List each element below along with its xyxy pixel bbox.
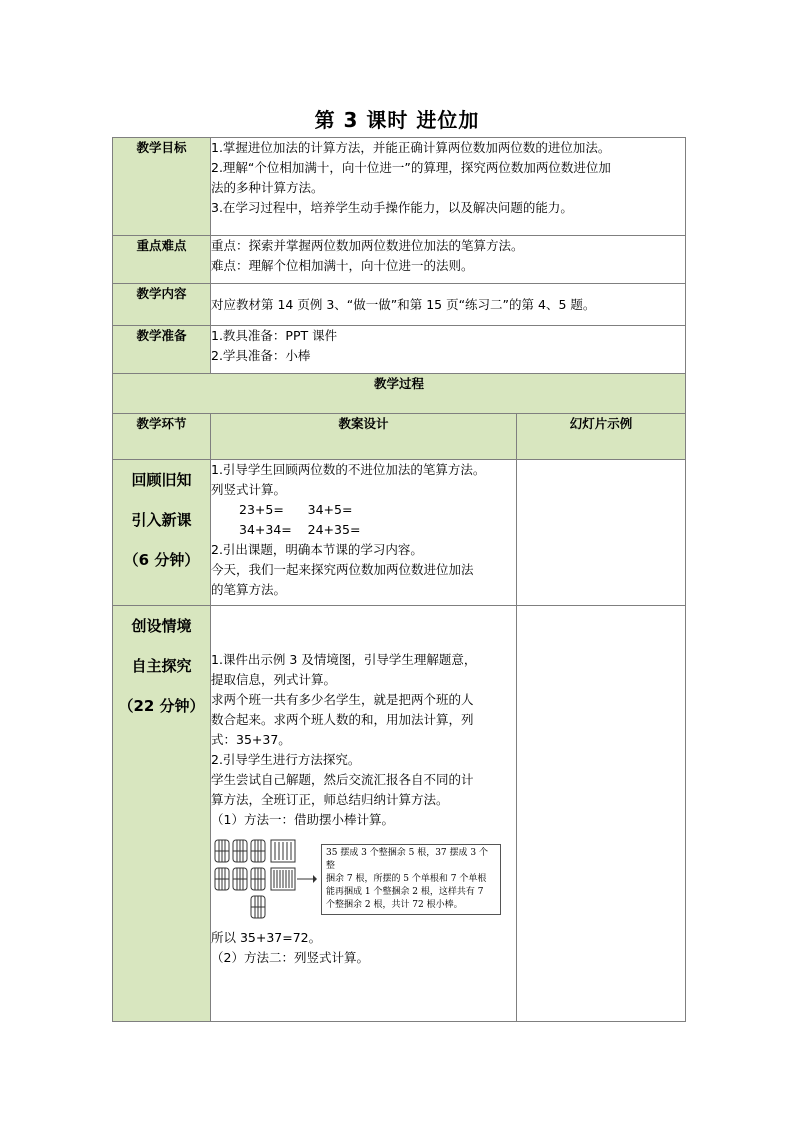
stage1-line: 2.引出课题，明确本节课的学习内容。 bbox=[211, 542, 423, 557]
stage1-line: 的笔算方法。 bbox=[211, 582, 287, 597]
stage2-slides bbox=[517, 606, 686, 1022]
header-design: 教案设计 bbox=[211, 414, 517, 460]
header-slides: 幻灯片示例 bbox=[517, 414, 686, 460]
stage2-line: （1）方法一：借助摆小棒计算。 bbox=[211, 812, 394, 827]
stage2-line: 1.课件出示例 3 及情境图，引导学生理解题意， bbox=[211, 652, 477, 667]
stage1-label bbox=[113, 460, 211, 606]
key-point-line: 重点：探索并掌握两位数加两位数进位加法的笔算方法。 bbox=[211, 238, 524, 253]
note-line: 能再捆成 1 个整捆余 2 根，这样共有 7 bbox=[326, 886, 484, 897]
stage1-exercise-line: 23+5= 34+5= bbox=[239, 502, 353, 517]
stage2-label bbox=[113, 606, 211, 1022]
note-line: 35 摆成 3 个整捆余 5 根，37 摆成 3 个整 bbox=[326, 847, 488, 871]
prep-line: 1.教具准备：PPT 课件 bbox=[211, 328, 338, 343]
stage1-exercise-line: 34+34= 24+35= bbox=[239, 522, 361, 537]
key-points-row bbox=[113, 236, 686, 284]
prep-line: 2.学具准备：小棒 bbox=[211, 348, 311, 363]
stage1-line: 列竖式计算。 bbox=[211, 482, 287, 497]
prep-row bbox=[113, 326, 686, 374]
stage2-design bbox=[211, 606, 517, 1022]
stage1-row bbox=[113, 460, 686, 606]
stage2-line: 提取信息，列式计算。 bbox=[211, 672, 337, 687]
sticks-explanation-note bbox=[321, 844, 501, 915]
stage2-line: 式：35+37。 bbox=[211, 732, 291, 747]
stage1-line: 1.引导学生回顾两位数的不进位加法的笔算方法。 bbox=[211, 462, 486, 477]
content-row bbox=[113, 284, 686, 326]
lesson-plan-table bbox=[112, 137, 686, 1022]
sticks-illustration bbox=[213, 836, 317, 922]
goal-line: 2.理解“个位相加满十，向十位进一”的算理，探究两位数加两位数进位加 bbox=[211, 160, 611, 175]
stage1-label-line: 回顾旧知 bbox=[131, 471, 192, 489]
content-line: 对应教材第 14 页例 3、“做一做”和第 15 页“练习二”的第 4、5 题。 bbox=[211, 296, 596, 312]
stage2-line: 所以 35+37=72。 bbox=[211, 930, 322, 945]
goals-label: 教学目标 bbox=[113, 138, 211, 236]
note-line: 捆余 7 根，所摆的 5 个单根和 7 个单根 bbox=[326, 873, 487, 884]
process-header-row bbox=[113, 414, 686, 460]
stage2-label-line: 创设情境 bbox=[131, 617, 192, 635]
goals-content bbox=[211, 138, 686, 236]
prep-content bbox=[211, 326, 686, 374]
stage2-line: 2.引导学生进行方法探究。 bbox=[211, 752, 361, 767]
goal-line: 法的多种计算方法。 bbox=[211, 180, 324, 195]
stage2-line: 求两个班一共有多少名学生，就是把两个班的人 bbox=[211, 692, 474, 707]
process-section-row bbox=[113, 374, 686, 414]
header-stage: 教学环节 bbox=[113, 414, 211, 460]
stage1-label-line: 引入新课 bbox=[131, 511, 192, 529]
stage2-line: （2）方法二：列竖式计算。 bbox=[211, 950, 369, 965]
stage2-label-line: （22 分钟） bbox=[118, 697, 205, 715]
content-label: 教学内容 bbox=[113, 284, 211, 326]
stage2-line: 算方法，全班订正，师总结归纳计算方法。 bbox=[211, 792, 449, 807]
goals-row bbox=[113, 138, 686, 236]
page-title: 第 3 课时 进位加 bbox=[314, 108, 480, 132]
stage2-row bbox=[113, 606, 686, 1022]
stage1-design bbox=[211, 460, 517, 606]
key-points-label: 重点难点 bbox=[113, 236, 211, 284]
goal-line: 1.掌握进位加法的计算方法，并能正确计算两位数加两位数的进位加法。 bbox=[211, 140, 611, 155]
note-line: 个整捆余 2 根，共计 72 根小棒。 bbox=[326, 899, 463, 910]
content-text bbox=[211, 284, 686, 326]
goal-line: 3.在学习过程中，培养学生动手操作能力，以及解决问题的能力。 bbox=[211, 200, 573, 215]
stage2-line: 数合起来。求两个班人数的和，用加法计算，列 bbox=[211, 712, 474, 727]
key-point-line: 难点：理解个位相加满十，向十位进一的法则。 bbox=[211, 258, 474, 273]
stage1-line: 今天，我们一起来探究两位数加两位数进位加法 bbox=[211, 562, 474, 577]
stage2-label-line: 自主探究 bbox=[131, 657, 192, 675]
sticks-diagram bbox=[213, 836, 516, 922]
stage1-label-line: （6 分钟） bbox=[123, 551, 200, 569]
key-points-content bbox=[211, 236, 686, 284]
process-section-title: 教学过程 bbox=[113, 374, 686, 414]
stage2-line: 学生尝试自己解题，然后交流汇报各自不同的计 bbox=[211, 772, 474, 787]
prep-label: 教学准备 bbox=[113, 326, 211, 374]
stage1-slides bbox=[517, 460, 686, 606]
